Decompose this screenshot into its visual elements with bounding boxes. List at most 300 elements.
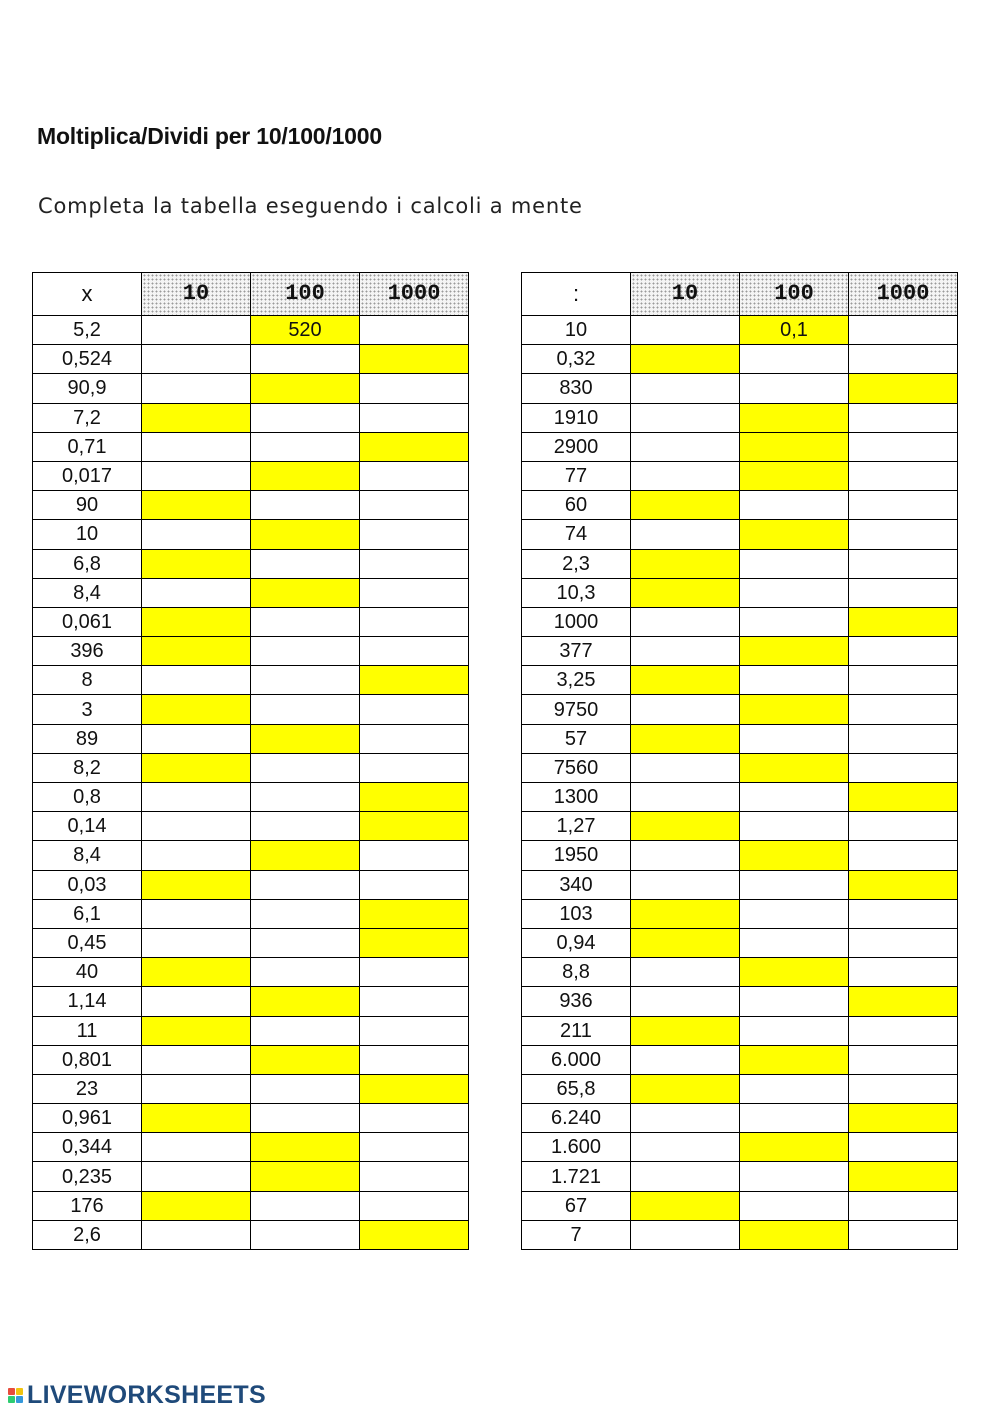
divide-empty-cell [631, 607, 740, 636]
multiply-column-header: 100 [251, 273, 360, 316]
multiply-empty-cell [360, 1016, 469, 1045]
divide-row-value: 6.000 [522, 1045, 631, 1074]
multiply-answer-input[interactable] [360, 928, 469, 957]
divide-operator-cell: : [522, 273, 631, 316]
table-row [33, 958, 469, 987]
multiply-empty-cell [251, 1191, 360, 1220]
table-row [522, 812, 958, 841]
divide-row-value: 2,3 [522, 549, 631, 578]
divide-row-value: 2900 [522, 432, 631, 461]
divide-empty-cell [631, 520, 740, 549]
divide-row-value: 74 [522, 520, 631, 549]
divide-empty-cell [849, 549, 958, 578]
table-row [33, 1191, 469, 1220]
multiply-empty-cell [142, 578, 251, 607]
multiply-row-value: 176 [33, 1191, 142, 1220]
table-row [522, 666, 958, 695]
divide-empty-cell [631, 1133, 740, 1162]
table-row [522, 461, 958, 490]
divide-row-value: 377 [522, 637, 631, 666]
multiply-answer-input[interactable] [251, 1045, 360, 1074]
multiply-empty-cell [251, 432, 360, 461]
multiply-empty-cell [360, 461, 469, 490]
table-row [522, 1074, 958, 1103]
divide-column-header: 1000 [849, 273, 958, 316]
multiply-answer-input[interactable] [360, 1074, 469, 1103]
divide-empty-cell [740, 724, 849, 753]
table-row [522, 1220, 958, 1249]
multiply-empty-cell [142, 841, 251, 870]
divide-answer-input[interactable] [740, 520, 849, 549]
multiply-empty-cell [142, 812, 251, 841]
divide-answer-input[interactable] [631, 724, 740, 753]
multiply-answer-input[interactable] [251, 374, 360, 403]
multiply-empty-cell [251, 1104, 360, 1133]
divide-empty-cell [849, 520, 958, 549]
table-row [522, 958, 958, 987]
multiply-empty-cell [251, 899, 360, 928]
table-row [522, 1191, 958, 1220]
multiply-empty-cell [251, 958, 360, 987]
multiply-row-value: 0,961 [33, 1104, 142, 1133]
multiply-row-value: 0,344 [33, 1133, 142, 1162]
divide-empty-cell [740, 1191, 849, 1220]
multiply-empty-cell [360, 724, 469, 753]
divide-empty-cell [849, 491, 958, 520]
divide-answer-input[interactable] [740, 637, 849, 666]
table-row [522, 316, 958, 345]
multiply-row-value: 90 [33, 491, 142, 520]
divide-answer-input[interactable] [849, 987, 958, 1016]
multiply-empty-cell [360, 316, 469, 345]
multiply-row-value: 23 [33, 1074, 142, 1103]
multiply-empty-cell [142, 1133, 251, 1162]
table-row [33, 724, 469, 753]
table-row [33, 870, 469, 899]
multiply-empty-cell [251, 783, 360, 812]
multiply-row-value: 6,1 [33, 899, 142, 928]
multiply-row-value: 0,235 [33, 1162, 142, 1191]
divide-answer-input[interactable] [849, 870, 958, 899]
multiply-empty-cell [251, 870, 360, 899]
multiply-empty-cell [251, 1074, 360, 1103]
divide-answer-input[interactable] [740, 841, 849, 870]
worksheet-title: Moltiplica/Dividi per 10/100/1000 [37, 123, 382, 149]
multiply-answer-input[interactable] [142, 1016, 251, 1045]
divide-row-value: 0,32 [522, 345, 631, 374]
multiply-row-value: 7,2 [33, 403, 142, 432]
divide-row-value: 65,8 [522, 1074, 631, 1103]
table-row [33, 666, 469, 695]
divide-empty-cell [740, 928, 849, 957]
multiply-answer-input[interactable] [360, 666, 469, 695]
divide-row-value: 340 [522, 870, 631, 899]
divide-empty-cell [740, 345, 849, 374]
divide-empty-cell [631, 1220, 740, 1249]
divide-empty-cell [740, 987, 849, 1016]
multiply-answer-input[interactable] [360, 783, 469, 812]
multiply-empty-cell [251, 695, 360, 724]
divide-answer-input[interactable] [740, 695, 849, 724]
multiply-answer-input[interactable] [251, 578, 360, 607]
multiply-answer-input[interactable] [142, 695, 251, 724]
logo-square-icon [8, 1396, 15, 1403]
multiply-answer-input[interactable] [142, 549, 251, 578]
multiply-answer-input[interactable] [142, 870, 251, 899]
divide-answer-input[interactable] [631, 345, 740, 374]
divide-answer-input[interactable] [631, 1191, 740, 1220]
multiply-row-value: 8,4 [33, 841, 142, 870]
divide-answer-input[interactable] [631, 1074, 740, 1103]
divide-row-value: 1950 [522, 841, 631, 870]
multiply-empty-cell [360, 841, 469, 870]
multiply-column-header: 1000 [360, 273, 469, 316]
divide-answer-input[interactable] [740, 958, 849, 987]
divide-empty-cell [849, 432, 958, 461]
divide-empty-cell [849, 724, 958, 753]
multiply-empty-cell [251, 666, 360, 695]
multiply-empty-cell [360, 1191, 469, 1220]
divide-empty-cell [631, 316, 740, 345]
table-row [522, 870, 958, 899]
divide-answer-input[interactable] [631, 928, 740, 957]
divide-empty-cell [631, 432, 740, 461]
divide-answer-input[interactable] [740, 461, 849, 490]
divide-empty-cell [849, 666, 958, 695]
divide-column-header: 100 [740, 273, 849, 316]
table-row [33, 549, 469, 578]
table-row [33, 987, 469, 1016]
divide-empty-cell [740, 491, 849, 520]
divide-row-value: 7 [522, 1220, 631, 1249]
divide-row-value: 830 [522, 374, 631, 403]
multiply-empty-cell [251, 403, 360, 432]
multiply-empty-cell [142, 1162, 251, 1191]
divide-answer-input[interactable] [631, 1016, 740, 1045]
multiply-row-value: 8,2 [33, 753, 142, 782]
multiply-operator-cell: x [33, 273, 142, 316]
divide-answer-input[interactable] [849, 374, 958, 403]
multiply-answer-input[interactable] [142, 607, 251, 636]
divide-row-value: 6.240 [522, 1104, 631, 1133]
multiply-empty-cell [142, 987, 251, 1016]
table-row [33, 520, 469, 549]
divide-empty-cell [740, 607, 849, 636]
multiply-empty-cell [251, 753, 360, 782]
divide-empty-cell [740, 1104, 849, 1133]
divide-empty-cell [849, 1074, 958, 1103]
multiply-empty-cell [251, 1220, 360, 1249]
multiply-answer-input[interactable] [251, 520, 360, 549]
multiply-empty-cell [360, 695, 469, 724]
multiply-answer-input[interactable] [251, 987, 360, 1016]
multiply-empty-cell [142, 1220, 251, 1249]
multiply-empty-cell [360, 549, 469, 578]
divide-row-value: 0,94 [522, 928, 631, 957]
logo-square-icon [16, 1396, 23, 1403]
divide-row-value: 211 [522, 1016, 631, 1045]
divide-answer-input[interactable] [631, 491, 740, 520]
table-row [33, 1016, 469, 1045]
multiply-empty-cell [142, 783, 251, 812]
table-row [522, 1104, 958, 1133]
divide-row-value: 1000 [522, 607, 631, 636]
divide-answer-input[interactable] [849, 783, 958, 812]
multiply-answer-input[interactable] [360, 899, 469, 928]
divide-empty-cell [740, 666, 849, 695]
divide-answer-input[interactable] [631, 666, 740, 695]
divide-row-value: 7560 [522, 753, 631, 782]
divide-empty-cell [631, 695, 740, 724]
divide-empty-cell [740, 899, 849, 928]
multiply-answer-input[interactable] [142, 958, 251, 987]
multiply-answer-input[interactable] [360, 432, 469, 461]
multiply-row-value: 90,9 [33, 374, 142, 403]
multiply-answer-input[interactable] [142, 1191, 251, 1220]
multiply-row-value: 0,14 [33, 812, 142, 841]
worksheet-instructions: Completa la tabella eseguendo i calcoli a mente [38, 194, 583, 218]
multiply-header-row [33, 273, 469, 316]
divide-row-value: 10,3 [522, 578, 631, 607]
table-row [522, 403, 958, 432]
divide-empty-cell [631, 1045, 740, 1074]
table-row [33, 374, 469, 403]
divide-empty-cell [740, 870, 849, 899]
table-row [522, 345, 958, 374]
divide-empty-cell [740, 374, 849, 403]
multiply-empty-cell [251, 637, 360, 666]
divide-answer-input[interactable] [740, 432, 849, 461]
multiply-answer-input[interactable] [142, 753, 251, 782]
multiply-row-value: 2,6 [33, 1220, 142, 1249]
logo-icon [8, 1388, 23, 1403]
divide-empty-cell [849, 899, 958, 928]
multiply-empty-cell [360, 1133, 469, 1162]
table-row [522, 578, 958, 607]
multiply-answer-input[interactable] [360, 1220, 469, 1249]
multiply-empty-cell [360, 520, 469, 549]
multiply-empty-cell [142, 724, 251, 753]
multiply-answer-input[interactable] [251, 724, 360, 753]
divide-empty-cell [849, 637, 958, 666]
multiply-empty-cell [251, 1016, 360, 1045]
divide-empty-cell [740, 1016, 849, 1045]
multiply-empty-cell [142, 432, 251, 461]
divide-empty-cell [631, 1162, 740, 1191]
divide-answer-input[interactable] [849, 1162, 958, 1191]
multiply-answer-input[interactable] [142, 1104, 251, 1133]
multiply-empty-cell [142, 666, 251, 695]
multiply-row-value: 3 [33, 695, 142, 724]
multiply-row-value: 10 [33, 520, 142, 549]
divide-empty-cell [631, 987, 740, 1016]
divide-empty-cell [849, 578, 958, 607]
multiply-empty-cell [251, 345, 360, 374]
table-row [33, 1074, 469, 1103]
multiply-row-value: 396 [33, 637, 142, 666]
divide-empty-cell [849, 316, 958, 345]
divide-empty-cell [631, 1104, 740, 1133]
multiply-answer-input[interactable] [142, 403, 251, 432]
table-row [522, 753, 958, 782]
table-row [522, 987, 958, 1016]
multiply-row-value: 0,45 [33, 928, 142, 957]
divide-answer-input[interactable] [631, 812, 740, 841]
table-row [522, 724, 958, 753]
divide-empty-cell [740, 812, 849, 841]
multiply-answer-input[interactable] [360, 345, 469, 374]
table-row [33, 637, 469, 666]
multiply-row-value: 40 [33, 958, 142, 987]
table-row [33, 578, 469, 607]
table-row [33, 1133, 469, 1162]
multiply-answer-input[interactable]: 520 [251, 316, 360, 345]
table-row [522, 899, 958, 928]
logo-square-icon [8, 1388, 15, 1395]
divide-row-value: 1300 [522, 783, 631, 812]
divide-empty-cell [740, 1162, 849, 1191]
divide-empty-cell [849, 403, 958, 432]
table-row [33, 1104, 469, 1133]
multiply-answer-input[interactable] [251, 1133, 360, 1162]
table-row [522, 1133, 958, 1162]
multiply-empty-cell [360, 870, 469, 899]
divide-empty-cell [849, 1133, 958, 1162]
divide-empty-cell [849, 1191, 958, 1220]
table-row [33, 432, 469, 461]
multiply-empty-cell [142, 899, 251, 928]
multiply-row-value: 0,524 [33, 345, 142, 374]
divide-row-value: 10 [522, 316, 631, 345]
table-row [522, 432, 958, 461]
liveworksheets-logo [8, 1380, 266, 1410]
table-row [522, 1045, 958, 1074]
divide-answer-input[interactable] [740, 403, 849, 432]
divide-empty-cell [849, 753, 958, 782]
table-row [33, 403, 469, 432]
divide-answer-input[interactable] [631, 578, 740, 607]
multiply-empty-cell [360, 1045, 469, 1074]
divide-row-value: 77 [522, 461, 631, 490]
divide-answer-input[interactable] [740, 1220, 849, 1249]
table-row [33, 607, 469, 636]
table-row [33, 316, 469, 345]
divide-answer-input[interactable] [849, 1104, 958, 1133]
divide-empty-cell [740, 549, 849, 578]
table-row [522, 637, 958, 666]
multiply-empty-cell [142, 316, 251, 345]
table-row [522, 1162, 958, 1191]
divide-answer-input[interactable] [740, 753, 849, 782]
divide-row-value: 1.600 [522, 1133, 631, 1162]
divide-empty-cell [631, 958, 740, 987]
divide-answer-input[interactable]: 0,1 [740, 316, 849, 345]
multiply-answer-input[interactable] [251, 461, 360, 490]
multiply-answer-input[interactable] [142, 491, 251, 520]
table-row [33, 695, 469, 724]
divide-empty-cell [631, 637, 740, 666]
divide-header-row [522, 273, 958, 316]
multiply-empty-cell [142, 928, 251, 957]
divide-empty-cell [631, 374, 740, 403]
table-row [522, 928, 958, 957]
multiply-empty-cell [142, 345, 251, 374]
table-row [522, 607, 958, 636]
multiply-empty-cell [142, 1045, 251, 1074]
divide-answer-input[interactable] [631, 899, 740, 928]
divide-row-value: 57 [522, 724, 631, 753]
divide-empty-cell [740, 578, 849, 607]
multiply-row-value: 8,4 [33, 578, 142, 607]
multiply-answer-input[interactable] [251, 841, 360, 870]
multiply-row-value: 5,2 [33, 316, 142, 345]
table-row [33, 841, 469, 870]
multiply-empty-cell [360, 1162, 469, 1191]
table-row [33, 345, 469, 374]
table-row [33, 928, 469, 957]
divide-answer-input[interactable] [740, 1045, 849, 1074]
multiply-empty-cell [360, 753, 469, 782]
table-row [33, 491, 469, 520]
divide-row-value: 3,25 [522, 666, 631, 695]
multiply-empty-cell [360, 958, 469, 987]
multiply-row-value: 0,71 [33, 432, 142, 461]
multiply-empty-cell [360, 491, 469, 520]
table-row [33, 461, 469, 490]
multiply-row-value: 0,017 [33, 461, 142, 490]
multiply-answer-input[interactable] [142, 637, 251, 666]
multiply-table [32, 272, 469, 1250]
divide-empty-cell [849, 812, 958, 841]
divide-empty-cell [849, 958, 958, 987]
multiply-empty-cell [251, 607, 360, 636]
multiply-empty-cell [251, 491, 360, 520]
divide-empty-cell [631, 753, 740, 782]
table-row [33, 1220, 469, 1249]
multiply-row-value: 0,03 [33, 870, 142, 899]
divide-empty-cell [849, 1220, 958, 1249]
divide-answer-input[interactable] [631, 549, 740, 578]
multiply-empty-cell [251, 812, 360, 841]
divide-empty-cell [849, 841, 958, 870]
logo-square-icon [16, 1388, 23, 1395]
multiply-row-value: 11 [33, 1016, 142, 1045]
multiply-answer-input[interactable] [360, 812, 469, 841]
divide-empty-cell [849, 928, 958, 957]
table-row [33, 783, 469, 812]
divide-row-value: 1,27 [522, 812, 631, 841]
multiply-empty-cell [360, 374, 469, 403]
divide-row-value: 67 [522, 1191, 631, 1220]
multiply-row-value: 1,14 [33, 987, 142, 1016]
divide-answer-input[interactable] [849, 607, 958, 636]
divide-empty-cell [631, 783, 740, 812]
multiply-answer-input[interactable] [251, 1162, 360, 1191]
table-row [522, 1016, 958, 1045]
multiply-column-header: 10 [142, 273, 251, 316]
divide-empty-cell [849, 1016, 958, 1045]
multiply-empty-cell [360, 637, 469, 666]
table-row [522, 520, 958, 549]
divide-empty-cell [631, 870, 740, 899]
divide-empty-cell [740, 1074, 849, 1103]
table-row [522, 374, 958, 403]
divide-table [521, 272, 958, 1250]
divide-answer-input[interactable] [740, 1133, 849, 1162]
multiply-row-value: 6,8 [33, 549, 142, 578]
multiply-row-value: 8 [33, 666, 142, 695]
multiply-row-value: 0,8 [33, 783, 142, 812]
